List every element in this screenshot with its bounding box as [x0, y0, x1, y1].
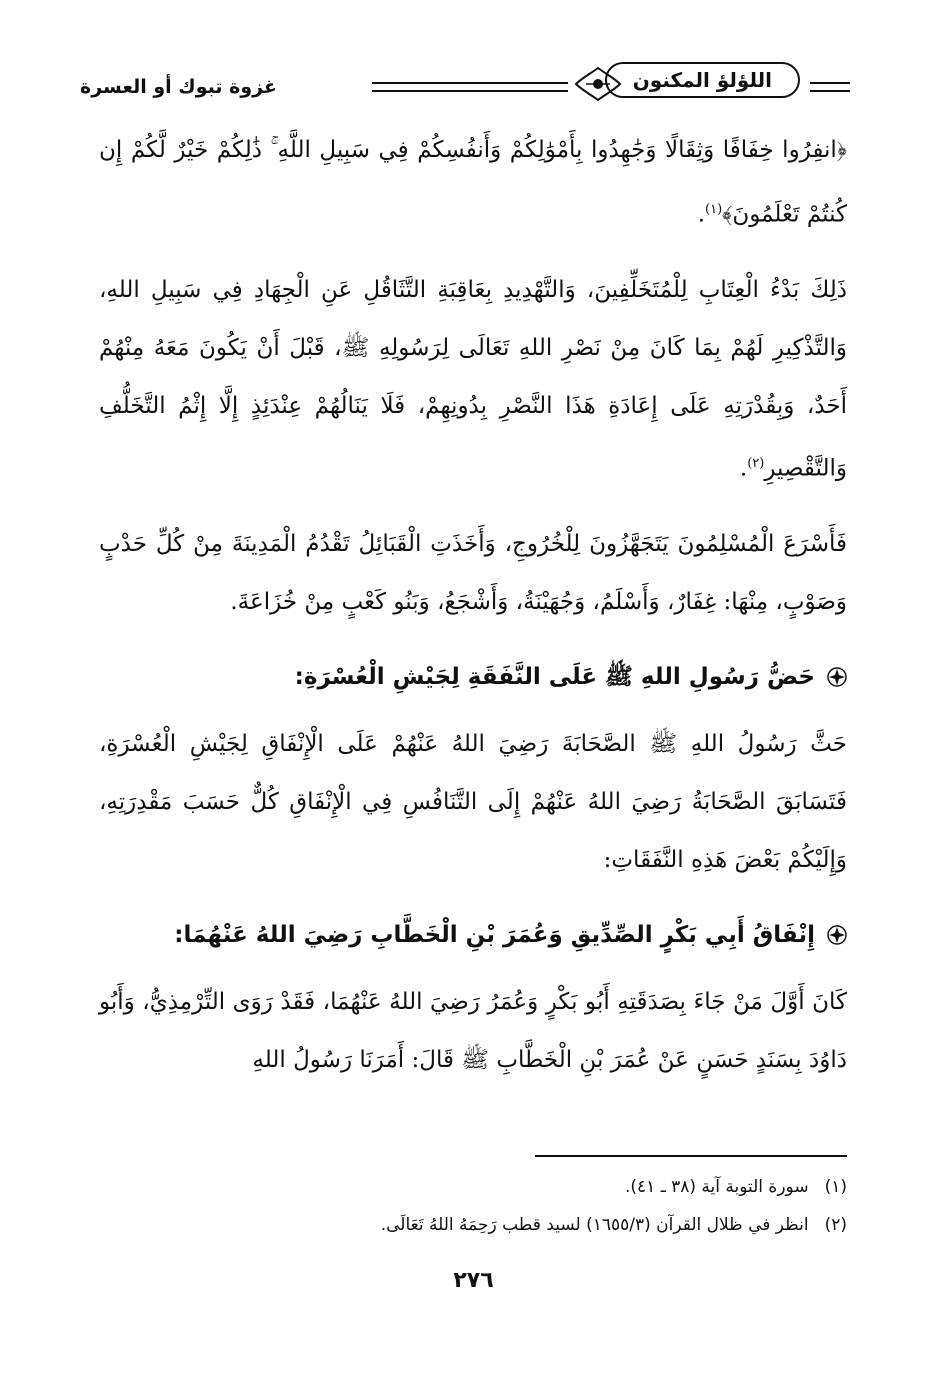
paragraph-1: ذَلِكَ بَدْءُ الْعِتَابِ لِلْمُتَخَلِّفِينَ، وَالتَّهْدِيدِ بِعَاقِبَةِ التَّثَاقُلِ عَنِ الْجِهَادِ فِي سَبِيلِ اللهِ، وَالتَّذْكِيرِ لَهُمْ بِمَا كَانَ مِنْ نَصْرِ اللهِ تَعَالَى لِرَسُولِهِ ﷺ، قَبْلَ أَنْ يَكُونَ مَعَهُ مِنْهُمْ أَحَدٌ، وَبِقُدْرَتِهِ عَلَى إِعَادَةِ هَذَا النَّصْرِ بِدُونِهِمْ، فَلَا يَنَالُهُمْ عِنْدَئِذٍ إِلَّا إِثْمُ التَّخَلُّفِ وَالتَّقْصِيرِ$^{(٢)}$. — [99, 276, 847, 482]
footnote-1 — [99, 1168, 847, 1206]
ornament-icon — [574, 64, 622, 104]
footnote-2-number: (٢) — [824, 1215, 847, 1235]
footnotes — [99, 1168, 847, 1244]
flower-bullet-icon — [827, 667, 847, 687]
section-heading-1-text: حَضُّ رَسُولِ اللهِ ﷺ عَلَى النَّفَقَةِ لِجَيْشِ الْعُسْرَةِ: — [294, 664, 815, 691]
paragraph-3: حَثَّ رَسُولُ اللهِ ﷺ الصَّحَابَةَ رَضِيَ اللهُ عَنْهُمْ عَلَى الْإِنْفَاقِ لِجَيْشِ الْعُسْرَةِ، فَتَسَابَقَ الصَّحَابَةُ رَضِيَ اللهُ عَنْهُمْ إِلَى التَّنَافُسِ فِي الْإِنْفَاقِ كُلٌّ حَسَبَ مَقْدِرَتِهِ، وَإِلَيْكُمْ بَعْضَ هَذِهِ النَّفَقَاتِ: — [99, 731, 847, 874]
page-number: ٢٧٦ — [453, 1268, 494, 1293]
book-title-text: اللؤلؤ المكنون — [632, 68, 772, 92]
chapter-title: غزوة تبوك أو العسرة — [80, 76, 277, 98]
footnote-1-text: سورة التوبة آية (٣٨ ـ ٤١). — [624, 1177, 809, 1197]
footnote-2 — [99, 1206, 847, 1244]
running-header — [80, 62, 850, 112]
footnote-2-text: انظر في ظلال القرآن (١٦٥٥/٣) لسيد قطب رَحِمَهُ اللهُ تَعَالَى. — [380, 1215, 809, 1235]
quran-verse-text: ﴿انفِرُوا خِفَافًا وَثِقَالًا وَجَٰهِدُوا بِأَمْوَٰلِكُمْ وَأَنفُسِكُمْ فِي سَبِيلِ اللَّهِ ۚ ذَٰلِكُمْ خَيْرٌ لَّكُمْ إِن كُنتُمْ تَعْلَمُونَ﴾ — [99, 137, 847, 228]
footnote-ref-1: (١) — [705, 202, 723, 217]
paragraph-1-text: ذَلِكَ بَدْءُ الْعِتَابِ لِلْمُتَخَلِّفِينَ، وَالتَّهْدِيدِ بِعَاقِبَةِ التَّثَاقُلِ عَنِ الْجِهَادِ فِي سَبِيلِ اللهِ، وَالتَّذْكِيرِ لَهُمْ بِمَا كَانَ مِنْ نَصْرِ اللهِ تَعَالَى لِرَسُولِهِ ﷺ، قَبْلَ أَنْ يَكُونَ مَعَهُ مِنْهُمْ أَحَدٌ، وَبِقُدْرَتِهِ عَلَى إِعَادَةِ هَذَا النَّصْرِ بِدُونِهِمْ، فَلَا يَنَالُهُمْ عِنْدَئِذٍ إِلَّا إِثْمُ التَّخَلُّفِ وَالتَّقْصِيرِ — [99, 276, 847, 482]
header-rule-middle — [372, 82, 568, 92]
paragraph-4: كَانَ أَوَّلَ مَنْ جَاءَ بِصَدَقَتِهِ أَبُو بَكْرٍ وَعُمَرُ رَضِيَ اللهُ عَنْهُمَا، فَقَدْ رَوَى التِّرْمِذِيُّ، وَأَبُو دَاوُدَ بِسَنَدٍ حَسَنٍ عَنْ عُمَرَ بْنِ الْخَطَّابِ ﷺ قَالَ: أَمَرَنَا رَسُولُ اللهِ — [99, 989, 847, 1074]
section-heading-2 — [99, 907, 847, 963]
paragraph-2: فَأَسْرَعَ الْمُسْلِمُونَ يَتَجَهَّزُونَ لِلْخُرُوجِ، وَأَخَذَتِ الْقَبَائِلُ تَقْدُمُ الْمَدِينَةَ مِنْ كُلِّ حَدْبٍ وَصَوْبٍ، مِنْهَا: غِفَارٌ، وَأَسْلَمُ، وَجُهَيْنَةُ، وَأَشْجَعُ، وَبَنُو كَعْبٍ مِنْ خُزَاعَةَ. — [99, 531, 847, 616]
flower-bullet-icon — [827, 925, 847, 945]
header-rule-right — [810, 82, 850, 92]
footnote-1-number: (١) — [824, 1177, 847, 1197]
footnote-ref-2: (٢) — [747, 455, 765, 471]
main-text — [99, 120, 847, 1107]
section-heading-2-text: إِنْفَاقُ أَبِي بَكْرٍ الصِّدِّيقِ وَعُمَرَ بْنِ الْخَطَّابِ رَضِيَ اللهُ عَنْهُمَا: — [174, 922, 815, 949]
footnote-separator — [535, 1155, 847, 1157]
book-title — [605, 62, 800, 98]
section-heading-1 — [99, 649, 847, 705]
quran-verse: ﴿انفِرُوا خِفَافًا وَثِقَالًا وَجَٰهِدُوا بِأَمْوَٰلِكُمْ وَأَنفُسِكُمْ فِي سَبِيلِ اللَّهِ ۚ ذَٰلِكُمْ خَيْرٌ لَّكُمْ إِن كُنتُمْ تَعْلَمُونَ﴾$^{(١)}$. — [99, 137, 847, 228]
